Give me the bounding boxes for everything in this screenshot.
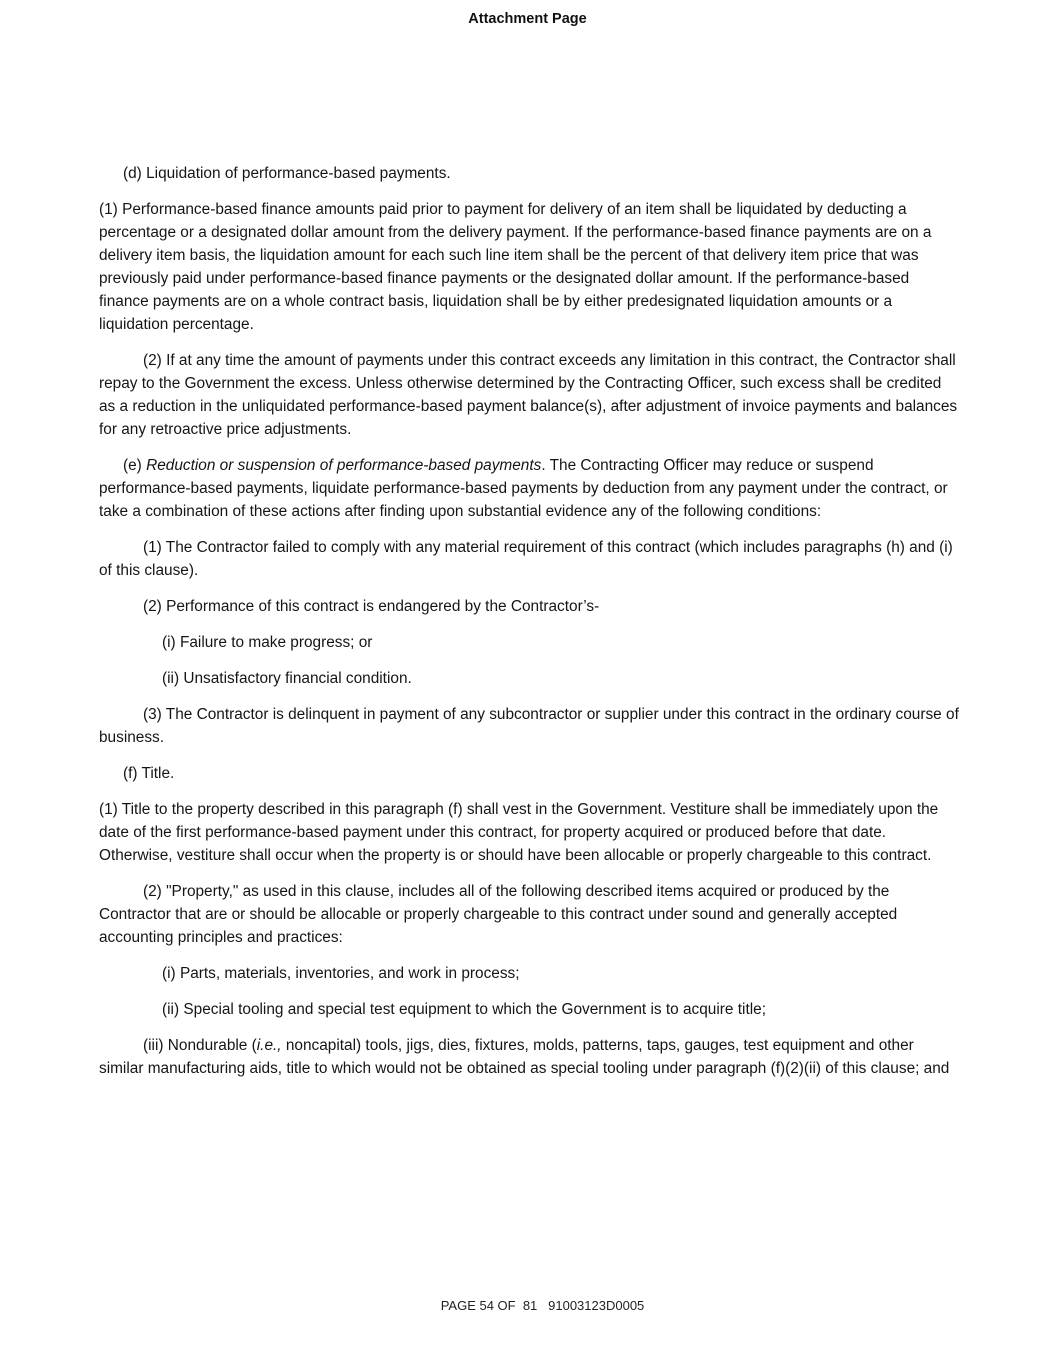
page-number: PAGE 54 OF 81 [440, 1298, 538, 1313]
paragraph-f2ii: (ii) Special tooling and special test equipment to which the Government is to acquire title; [162, 1001, 766, 1018]
paragraph-d1: (1) Performance-based finance amounts paid prior to payment for delivery of an item shall be liquidated by deducting a percentage or a designated dollar amount from the delivery payment. If the performance-based finance payments are on a delivery item basis, the liquidation amount for each such line item shall be the percent of that delivery item price that was previously paid under performance-based finance payments or the designated dollar amount. If the performance-based finance payments are on a whole contract basis, liquidation shall be by either predesignated liquidation amounts or a liquidation percentage. [99, 201, 932, 333]
paragraph-f2: (2) "Property," as used in this clause, includes all of the following described items acquired or produced by the Contractor that are or should be allocable or properly chargeable to this contract under sound and generally accepted accounting principles and practices: [99, 883, 898, 946]
paragraph-f2iii-ie: i.e., [256, 1037, 282, 1054]
paragraph-e2: (2) Performance of this contract is endangered by the Contractor’s- [143, 598, 600, 615]
page-title: Attachment Page [468, 11, 587, 27]
document-body [99, 162, 961, 1093]
paragraph-f-heading: (f) Title. [123, 765, 175, 782]
paragraph-e [99, 454, 961, 523]
paragraph-e-body: . The Contracting Officer may reduce or suspend performance-based payments, liquidate performance-based payments by deduction from any payment under the contract, or take a combination of these actions after finding upon substantial evidence any of the following conditions: [99, 457, 948, 520]
paragraph-f2i: (i) Parts, materials, inventories, and work in process; [162, 965, 520, 982]
paragraph-d-heading: (d) Liquidation of performance-based payments. [123, 165, 451, 182]
paragraph-e2i: (i) Failure to make progress; or [162, 634, 373, 651]
paragraph-f2iii-body: noncapital) tools, jigs, dies, fixtures, molds, patterns, taps, gauges, test equipment and other similar manufacturing aids, title to which would not be obtained as special tooling under paragraph (f)(2)(ii) of this clause; and [99, 1037, 950, 1077]
paragraph-f2iii-prefix: (iii) Nondurable ( [143, 1037, 257, 1054]
paragraph-e1: (1) The Contractor failed to comply with any material requirement of this contract (which includes paragraphs (h) and (i) of this clause). [99, 539, 953, 579]
paragraph-f2iii [99, 1034, 961, 1080]
paragraph-e-title: Reduction or suspension of performance-based payments [146, 457, 542, 474]
paragraph-e3: (3) The Contractor is delinquent in payment of any subcontractor or supplier under this contract in the ordinary course of business. [99, 706, 959, 746]
document-number: 91003123D0005 [548, 1298, 645, 1313]
page-footer [0, 1298, 1055, 1313]
paragraph-d2: (2) If at any time the amount of payments under this contract exceeds any limitation in this contract, the Contractor shall repay to the Government the excess. Unless otherwise determined by the Contracting Officer, such excess shall be credited as a reduction in the unliquidated performance-based payment balance(s), after adjustment of invoice payments and balances for any retroactive price adjustments. [99, 352, 958, 438]
paragraph-e-prefix: (e) [123, 457, 147, 474]
paragraph-e2ii: (ii) Unsatisfactory financial condition. [162, 670, 412, 687]
paragraph-f1: (1) Title to the property described in this paragraph (f) shall vest in the Government. Vestiture shall be immediately upon the date of the first performance-based payment under this contract, for property acquired or produced before that date. Otherwise, vestiture shall occur when the property is or should have been allocable or properly chargeable to this contract. [99, 801, 939, 864]
